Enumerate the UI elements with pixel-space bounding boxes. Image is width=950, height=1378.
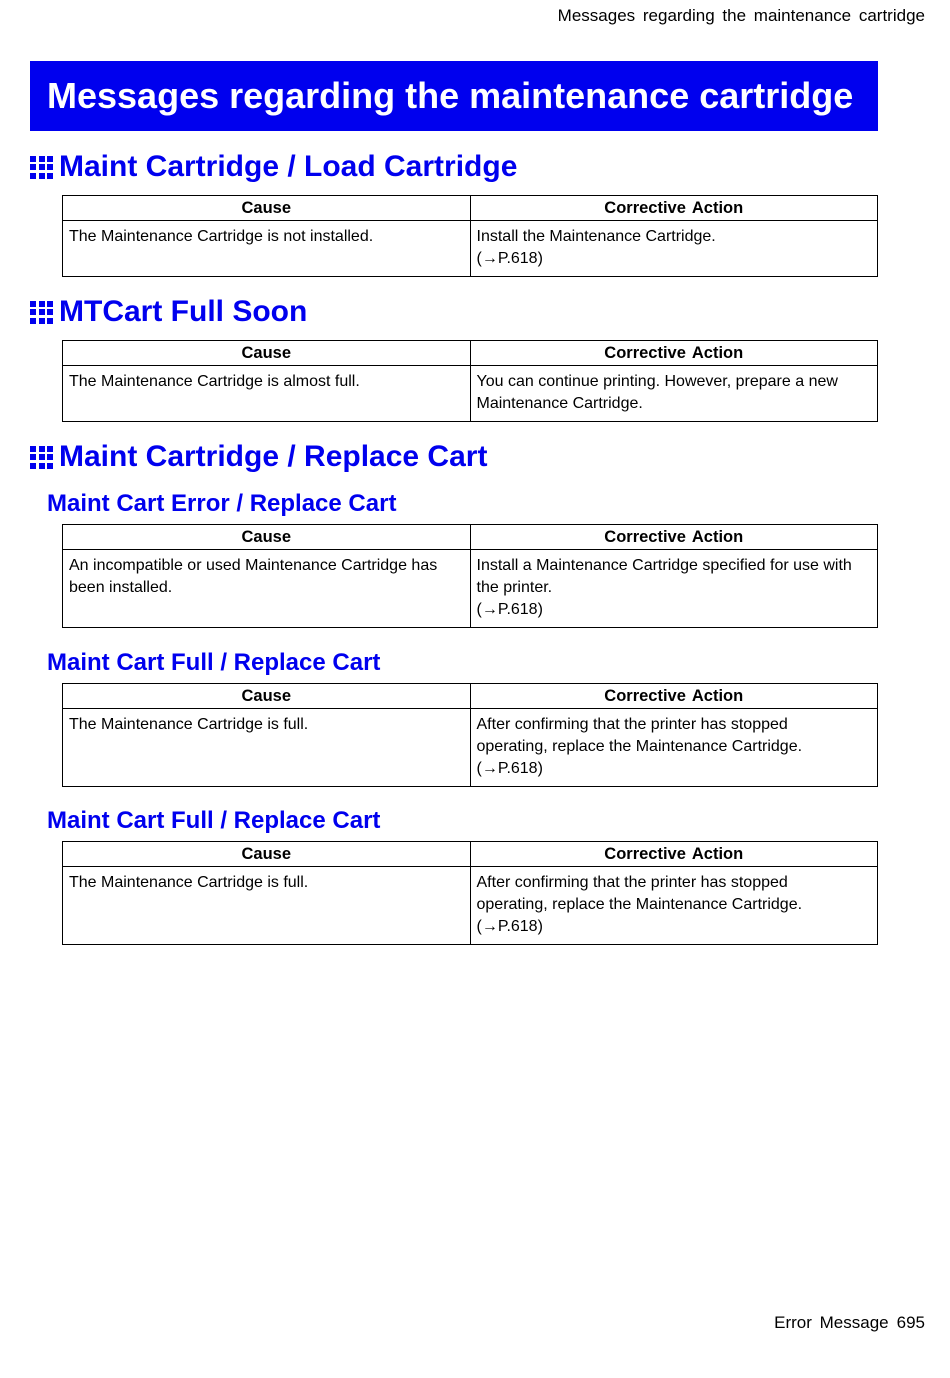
action-header: Corrective Action xyxy=(470,341,878,366)
message-table-full-soon xyxy=(62,340,878,422)
page-banner xyxy=(30,61,878,131)
section-title-load-cartridge xyxy=(30,150,517,184)
grid-icon xyxy=(30,156,53,179)
page-title: Messages regarding the maintenance cartridge xyxy=(47,75,854,116)
action-header: Corrective Action xyxy=(470,525,878,550)
grid-icon xyxy=(30,446,53,469)
cause-header: Cause xyxy=(63,341,471,366)
message-table-load-cartridge xyxy=(62,195,878,277)
action-cell: After confirming that the printer has stopped operating, replace the Maintenance Cartridge. (→P.618) xyxy=(470,867,878,945)
action-header: Corrective Action xyxy=(470,196,878,221)
page-footer xyxy=(774,1313,925,1333)
cause-cell: The Maintenance Cartridge is full. xyxy=(63,867,471,945)
section-title-full-soon xyxy=(30,295,307,329)
action-cell: Install the Maintenance Cartridge. (→P.618) xyxy=(470,221,878,277)
section-title-text: MTCart Full Soon xyxy=(59,295,308,328)
cause-cell: The Maintenance Cartridge is almost full. xyxy=(63,366,471,422)
action-cell: After confirming that the printer has stopped operating, replace the Maintenance Cartridge. (→P.618) xyxy=(470,709,878,787)
action-cell: Install a Maintenance Cartridge specified for use with the printer. (→P.618) xyxy=(470,550,878,628)
message-table-full-2 xyxy=(62,841,878,945)
action-header: Corrective Action xyxy=(470,842,878,867)
subsection-title-error: Maint Cart Error / Replace Cart xyxy=(47,490,397,517)
page-number: 695 xyxy=(896,1313,925,1332)
cause-header: Cause xyxy=(63,525,471,550)
running-header: Messages regarding the maintenance cartridge xyxy=(557,6,925,25)
section-title-replace-cart xyxy=(30,440,487,474)
section-title-text: Maint Cartridge / Load Cartridge xyxy=(59,150,518,183)
table-header-row xyxy=(63,684,878,709)
action-header: Corrective Action xyxy=(470,684,878,709)
cause-header: Cause xyxy=(63,196,471,221)
message-table-full-1 xyxy=(62,683,878,787)
table-row xyxy=(63,709,878,787)
cause-cell: An incompatible or used Maintenance Cartridge has been installed. xyxy=(63,550,471,628)
cause-cell: The Maintenance Cartridge is not installed. xyxy=(63,221,471,277)
table-row xyxy=(63,867,878,945)
cause-header: Cause xyxy=(63,684,471,709)
table-row xyxy=(63,550,878,628)
table-header-row xyxy=(63,196,878,221)
section-title-text: Maint Cartridge / Replace Cart xyxy=(59,440,488,473)
table-header-row xyxy=(63,842,878,867)
table-row xyxy=(63,366,878,422)
footer-label: Error Message xyxy=(774,1313,889,1332)
cause-header: Cause xyxy=(63,842,471,867)
table-header-row xyxy=(63,341,878,366)
action-cell: You can continue printing. However, prepare a new Maintenance Cartridge. xyxy=(470,366,878,422)
table-row xyxy=(63,221,878,277)
grid-icon xyxy=(30,301,53,324)
cause-cell: The Maintenance Cartridge is full. xyxy=(63,709,471,787)
message-table-error xyxy=(62,524,878,628)
table-header-row xyxy=(63,525,878,550)
subsection-title-full-1: Maint Cart Full / Replace Cart xyxy=(47,649,381,676)
subsection-title-full-2: Maint Cart Full / Replace Cart xyxy=(47,807,381,834)
